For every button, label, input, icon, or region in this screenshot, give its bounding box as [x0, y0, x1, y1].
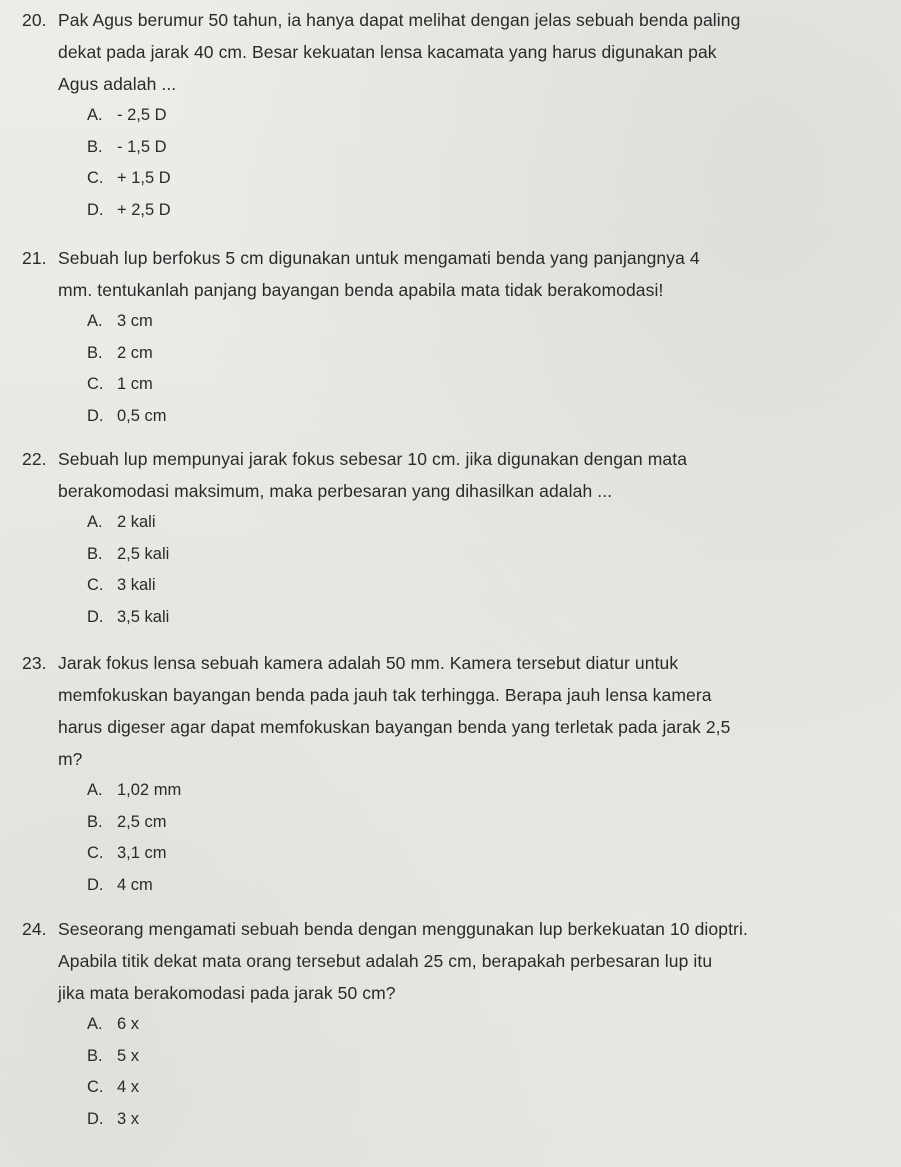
option-letter: C.: [87, 844, 104, 862]
stem-line: harus digeser agar dapat memfokuskan bayangan benda yang terletak pada jarak 2,5: [58, 717, 731, 737]
option-letter: C.: [87, 576, 104, 594]
option-letter: C.: [87, 375, 104, 393]
option-d[interactable]: [87, 870, 882, 902]
option-b[interactable]: [87, 807, 882, 839]
question-stem: [22, 647, 882, 775]
option-text: - 1,5 D: [117, 137, 167, 156]
option-a[interactable]: [87, 507, 882, 539]
question-stem: [22, 913, 882, 1009]
option-letter: B.: [87, 1046, 103, 1065]
option-d[interactable]: [87, 195, 882, 227]
option-text: 6 x: [117, 1015, 140, 1033]
option-letter: D.: [87, 607, 104, 626]
stem-line: memfokuskan bayangan benda pada jauh tak terhingga. Berapa jauh lensa kamera: [58, 685, 712, 705]
option-text: - 2,5 D: [117, 106, 167, 124]
option-c[interactable]: [87, 163, 882, 195]
stem-line: Jarak fokus lensa sebuah kamera adalah 50 mm. Kamera tersebut diatur untuk: [58, 653, 679, 673]
stem-line: berakomodasi maksimum, maka perbesaran yang dihasilkan adalah ...: [58, 481, 613, 501]
option-d[interactable]: [87, 1104, 882, 1136]
option-letter: D.: [87, 1109, 104, 1128]
option-letter: D.: [87, 406, 104, 425]
option-c[interactable]: [87, 838, 882, 870]
option-letter: B.: [87, 137, 103, 156]
option-text: 3 kali: [117, 576, 156, 594]
option-a[interactable]: [87, 306, 882, 338]
question-20: [22, 4, 882, 226]
question-21: [22, 242, 882, 432]
option-letter: D.: [87, 875, 104, 894]
option-letter: A.: [87, 1015, 103, 1033]
stem-line: Sebuah lup mempunyai jarak fokus sebesar 10 cm. jika digunakan dengan mata: [58, 449, 688, 469]
option-c[interactable]: [87, 570, 882, 602]
option-text: 3 cm: [117, 312, 153, 330]
option-letter: A.: [87, 312, 103, 330]
option-c[interactable]: [87, 369, 882, 401]
option-text: + 2,5 D: [117, 200, 171, 219]
option-b[interactable]: [87, 539, 882, 571]
question-number: 24.: [22, 919, 47, 939]
answer-options: [22, 775, 882, 901]
option-letter: A.: [87, 513, 103, 531]
option-b[interactable]: [87, 132, 882, 164]
option-text: 0,5 cm: [117, 406, 167, 425]
option-a[interactable]: [87, 100, 882, 132]
option-a[interactable]: [87, 1009, 882, 1041]
option-d[interactable]: [87, 602, 882, 634]
question-stem: [22, 443, 882, 507]
option-text: 2,5 kali: [117, 544, 170, 563]
option-text: 2 kali: [117, 513, 156, 531]
option-text: 2,5 cm: [117, 812, 167, 831]
question-number: 22.: [22, 449, 47, 469]
option-text: 4 x: [117, 1078, 140, 1096]
question-22: [22, 443, 882, 633]
answer-options: [22, 306, 882, 432]
option-letter: C.: [87, 169, 104, 187]
stem-line: mm. tentukanlah panjang bayangan benda apabila mata tidak berakomodasi!: [58, 280, 664, 300]
option-letter: B.: [87, 812, 103, 831]
question-number: 23.: [22, 653, 47, 673]
question-stem: [22, 242, 882, 306]
option-a[interactable]: [87, 775, 882, 807]
option-text: 1 cm: [117, 375, 153, 393]
option-text: 3,1 cm: [117, 844, 167, 862]
stem-line: jika mata berakomodasi pada jarak 50 cm?: [58, 983, 396, 1003]
option-d[interactable]: [87, 401, 882, 433]
stem-line: Pak Agus berumur 50 tahun, ia hanya dapat melihat dengan jelas sebuah benda paling: [58, 10, 741, 30]
stem-line: dekat pada jarak 40 cm. Besar kekuatan lensa kacamata yang harus digunakan pak: [58, 42, 717, 62]
stem-line: Sebuah lup berfokus 5 cm digunakan untuk mengamati benda yang panjangnya 4: [58, 248, 700, 268]
option-text: 4 cm: [117, 875, 153, 894]
option-text: 3 x: [117, 1109, 140, 1128]
option-b[interactable]: [87, 338, 882, 370]
option-letter: D.: [87, 200, 104, 219]
stem-line: Apabila titik dekat mata orang tersebut adalah 25 cm, berapakah perbesaran lup itu: [58, 951, 713, 971]
answer-options: [22, 1009, 882, 1135]
question-number: 20.: [22, 10, 47, 30]
question-number: 21.: [22, 248, 47, 268]
option-letter: B.: [87, 343, 103, 362]
stem-line: Agus adalah ...: [58, 74, 177, 94]
option-text: 1,02 mm: [117, 781, 182, 799]
option-c[interactable]: [87, 1072, 882, 1104]
option-text: 5 x: [117, 1046, 140, 1065]
answer-options: [22, 507, 882, 633]
option-text: + 1,5 D: [117, 169, 171, 187]
question-24: [22, 913, 882, 1135]
option-text: 3,5 kali: [117, 607, 170, 626]
option-b[interactable]: [87, 1041, 882, 1073]
question-stem: [22, 4, 882, 100]
option-letter: B.: [87, 544, 103, 563]
option-letter: A.: [87, 781, 103, 799]
option-letter: A.: [87, 106, 103, 124]
question-23: [22, 647, 882, 901]
stem-line: m?: [58, 749, 83, 769]
answer-options: [22, 100, 882, 226]
option-text: 2 cm: [117, 343, 153, 362]
stem-line: Seseorang mengamati sebuah benda dengan menggunakan lup berkekuatan 10 dioptri.: [58, 919, 748, 939]
option-letter: C.: [87, 1078, 104, 1096]
